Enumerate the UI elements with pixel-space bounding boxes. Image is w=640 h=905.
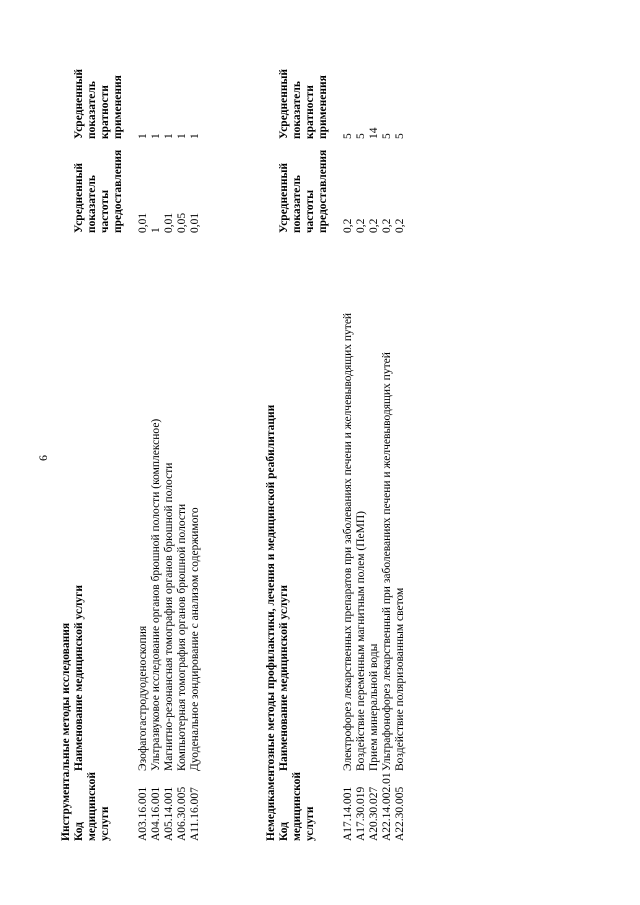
cell-frequency: 0,2	[368, 218, 380, 233]
cell-name: Электрофорез лекарственных препаратов при заболеваниях печени и желчевыводящих путей	[342, 312, 354, 771]
cell-frequency: 1	[150, 227, 162, 233]
cell-code: A05.14.001	[163, 786, 175, 841]
cell-code: A03.16.001	[137, 786, 149, 841]
cell-multiplicity: 5	[381, 133, 393, 139]
cell-multiplicity: 1	[176, 133, 188, 139]
header-multiplicity: Усредненный показатель кратности применения	[73, 68, 124, 139]
header-code: Код медицинской услуги	[73, 771, 111, 841]
cell-frequency: 0,01	[163, 212, 175, 233]
cell-frequency: 0,2	[381, 218, 393, 233]
cell-code: A11.16.007	[189, 787, 201, 841]
table-row	[150, 49, 163, 841]
cell-name: Компьютерная томография органов брюшной полости	[176, 503, 188, 771]
table-row	[394, 49, 407, 841]
table-header-row	[278, 49, 342, 841]
cell-code: A20.30.027	[368, 786, 380, 841]
header-name: Наименование медицинской услуги	[278, 584, 290, 771]
cell-code: A17.14.001	[342, 786, 354, 841]
table-row	[137, 49, 150, 841]
cell-name: Прием минеральной воды	[368, 643, 380, 771]
services-table	[73, 49, 202, 841]
section-instrumental	[60, 21, 202, 841]
page-number: 6	[36, 455, 50, 461]
header-frequency: Усредненный показатель частоты предоставления	[73, 149, 124, 233]
cell-frequency: 0,2	[394, 218, 406, 233]
cell-multiplicity: 14	[368, 127, 380, 139]
cell-code: A17.30.019	[355, 786, 367, 841]
cell-multiplicity: 5	[342, 133, 354, 139]
header-code: Код медицинской услуги	[278, 771, 316, 841]
cell-frequency: 0,2	[355, 218, 367, 233]
table-row	[381, 49, 394, 841]
cell-name: Ультрафонофорез лекарственный при заболеваниях печени и желчевыводящих путей	[381, 352, 393, 771]
table-row	[163, 49, 176, 841]
header-frequency: Усредненный показатель частоты предоставления	[278, 149, 329, 233]
cell-name: Эзофагогастродуоденоскопия	[137, 625, 149, 771]
table-row	[342, 49, 355, 841]
cell-code: A22.14.002.01	[381, 772, 393, 841]
services-table	[278, 49, 407, 841]
section-non-drug	[265, 21, 407, 841]
cell-name: Воздействие поляризованным светом	[394, 587, 406, 771]
table-row	[368, 49, 381, 841]
table-row	[355, 49, 368, 841]
table-row	[189, 49, 202, 841]
section-title: Немедикаментозные методы профилактики, лечения и медицинской реабилитации	[265, 404, 277, 841]
cell-frequency: 0,01	[189, 212, 201, 233]
cell-frequency: 0,05	[176, 212, 188, 233]
section-title: Инструментальные методы исследования	[60, 622, 72, 841]
header-name: Наименование медицинской услуги	[73, 584, 85, 771]
cell-multiplicity: 1	[137, 133, 149, 139]
cell-name: Воздействие переменным магнитным полем (ПеМП)	[355, 511, 367, 771]
cell-multiplicity: 1	[189, 133, 201, 139]
cell-multiplicity: 1	[163, 133, 175, 139]
table-row	[176, 49, 189, 841]
cell-multiplicity: 5	[355, 133, 367, 139]
header-multiplicity: Усредненный показатель кратности применения	[278, 68, 329, 139]
cell-code: A04.16.001	[150, 786, 162, 841]
cell-code: A22.30.005	[394, 786, 406, 841]
cell-code: A06.30.005	[176, 786, 188, 841]
cell-frequency: 0,2	[342, 218, 354, 233]
cell-multiplicity: 5	[394, 133, 406, 139]
table-header-row	[73, 49, 137, 841]
cell-multiplicity: 1	[150, 133, 162, 139]
cell-frequency: 0,01	[137, 212, 149, 233]
cell-name: Дуоденальное зондирование с анализом содержимого	[189, 507, 201, 771]
cell-name: Магнитно-резонансная томография органов брюшной полости	[163, 462, 175, 771]
rotated-content	[0, 5, 640, 905]
cell-name: Ультразвуковое исследование органов брюшной полости (комплексное)	[150, 418, 162, 771]
